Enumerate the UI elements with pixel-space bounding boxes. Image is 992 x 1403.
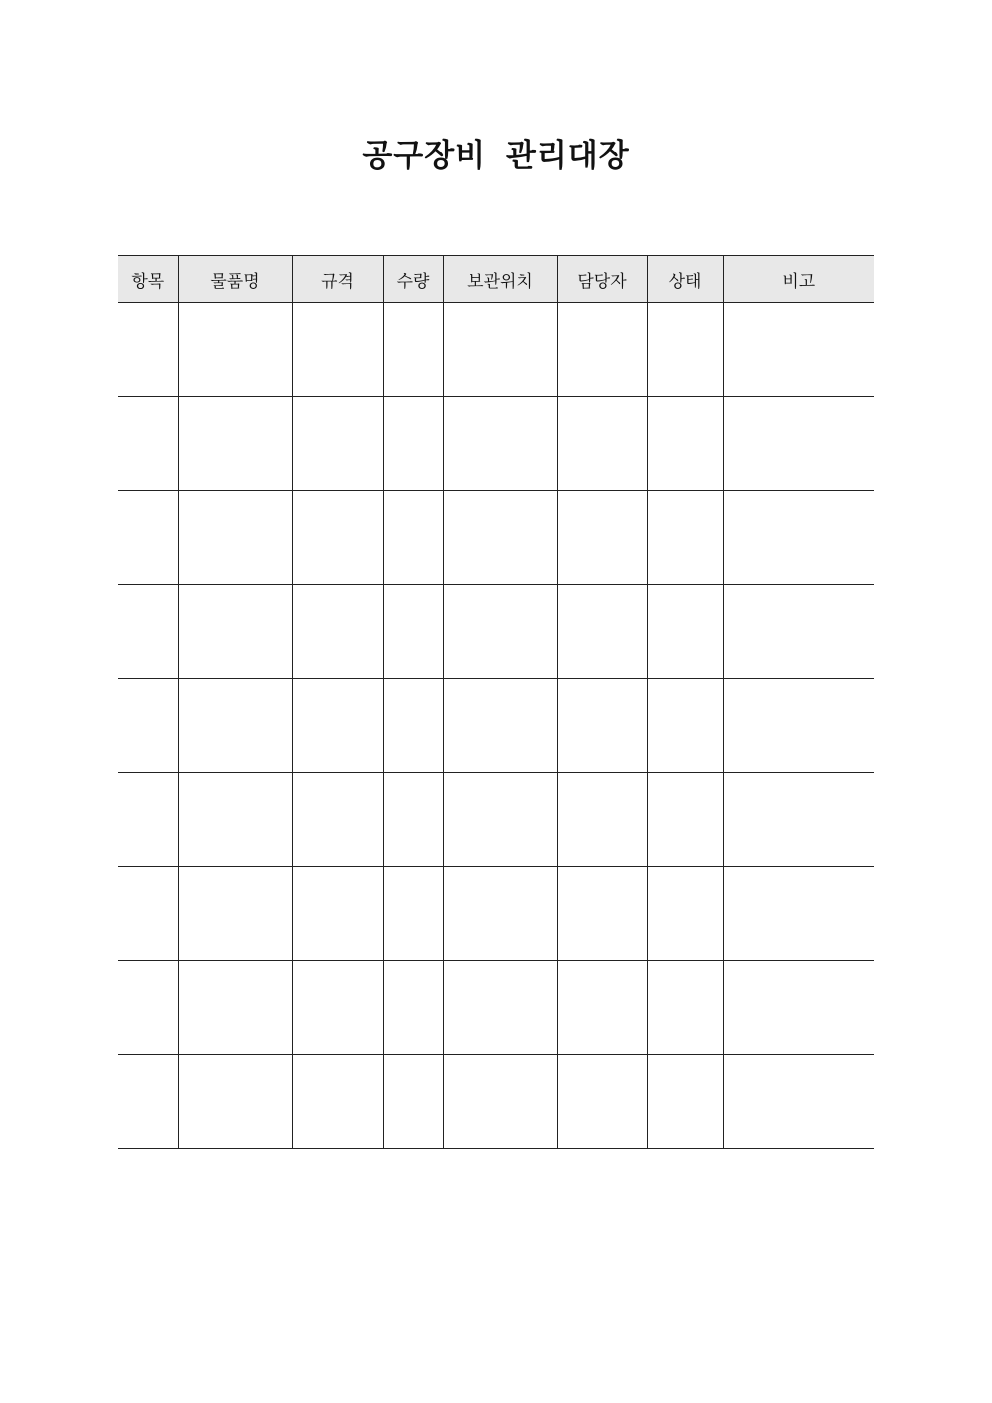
cell-manager[interactable] (557, 585, 647, 679)
cell-quantity[interactable] (383, 491, 443, 585)
cell-quantity[interactable] (383, 303, 443, 397)
cell-storage-location[interactable] (443, 397, 557, 491)
cell-quantity[interactable] (383, 1055, 443, 1149)
cell-status[interactable] (647, 1055, 723, 1149)
cell-spec[interactable] (292, 303, 383, 397)
table-row (118, 773, 874, 867)
cell-item[interactable] (118, 867, 178, 961)
cell-remarks[interactable] (723, 585, 874, 679)
column-header-item: 항목 (118, 256, 178, 303)
cell-item[interactable] (118, 679, 178, 773)
column-header-manager: 담당자 (557, 256, 647, 303)
cell-storage-location[interactable] (443, 961, 557, 1055)
cell-remarks[interactable] (723, 491, 874, 585)
cell-manager[interactable] (557, 961, 647, 1055)
cell-item-name[interactable] (178, 491, 292, 585)
cell-item[interactable] (118, 303, 178, 397)
cell-manager[interactable] (557, 1055, 647, 1149)
table-header-row (118, 256, 874, 303)
cell-quantity[interactable] (383, 867, 443, 961)
table-row (118, 303, 874, 397)
cell-remarks[interactable] (723, 1055, 874, 1149)
cell-storage-location[interactable] (443, 679, 557, 773)
cell-quantity[interactable] (383, 773, 443, 867)
cell-status[interactable] (647, 585, 723, 679)
cell-quantity[interactable] (383, 961, 443, 1055)
cell-item[interactable] (118, 773, 178, 867)
cell-remarks[interactable] (723, 773, 874, 867)
column-header-storage-location: 보관위치 (443, 256, 557, 303)
table-row (118, 867, 874, 961)
cell-manager[interactable] (557, 491, 647, 585)
cell-spec[interactable] (292, 397, 383, 491)
cell-status[interactable] (647, 773, 723, 867)
table-row (118, 585, 874, 679)
cell-item-name[interactable] (178, 773, 292, 867)
column-header-quantity: 수량 (383, 256, 443, 303)
table-row (118, 679, 874, 773)
cell-remarks[interactable] (723, 961, 874, 1055)
cell-item-name[interactable] (178, 961, 292, 1055)
equipment-ledger-table (118, 255, 874, 1149)
cell-manager[interactable] (557, 303, 647, 397)
cell-item[interactable] (118, 1055, 178, 1149)
cell-storage-location[interactable] (443, 491, 557, 585)
cell-manager[interactable] (557, 773, 647, 867)
table-body (118, 303, 874, 1149)
cell-remarks[interactable] (723, 867, 874, 961)
column-header-item-name: 물품명 (178, 256, 292, 303)
cell-manager[interactable] (557, 867, 647, 961)
column-header-spec: 규격 (292, 256, 383, 303)
cell-storage-location[interactable] (443, 773, 557, 867)
column-header-remarks: 비고 (723, 256, 874, 303)
cell-spec[interactable] (292, 773, 383, 867)
table-row (118, 397, 874, 491)
cell-spec[interactable] (292, 867, 383, 961)
cell-storage-location[interactable] (443, 585, 557, 679)
cell-item-name[interactable] (178, 397, 292, 491)
cell-storage-location[interactable] (443, 867, 557, 961)
cell-item[interactable] (118, 397, 178, 491)
cell-status[interactable] (647, 867, 723, 961)
cell-item-name[interactable] (178, 585, 292, 679)
cell-remarks[interactable] (723, 397, 874, 491)
cell-quantity[interactable] (383, 585, 443, 679)
table-row (118, 961, 874, 1055)
cell-quantity[interactable] (383, 679, 443, 773)
cell-storage-location[interactable] (443, 303, 557, 397)
cell-item[interactable] (118, 585, 178, 679)
cell-item-name[interactable] (178, 867, 292, 961)
cell-status[interactable] (647, 491, 723, 585)
cell-status[interactable] (647, 397, 723, 491)
cell-spec[interactable] (292, 961, 383, 1055)
cell-spec[interactable] (292, 491, 383, 585)
cell-spec[interactable] (292, 585, 383, 679)
cell-item-name[interactable] (178, 1055, 292, 1149)
cell-status[interactable] (647, 961, 723, 1055)
cell-item-name[interactable] (178, 679, 292, 773)
cell-item[interactable] (118, 491, 178, 585)
cell-manager[interactable] (557, 679, 647, 773)
cell-status[interactable] (647, 679, 723, 773)
cell-item-name[interactable] (178, 303, 292, 397)
cell-storage-location[interactable] (443, 1055, 557, 1149)
cell-spec[interactable] (292, 679, 383, 773)
cell-remarks[interactable] (723, 679, 874, 773)
table-row (118, 491, 874, 585)
table-row (118, 1055, 874, 1149)
cell-status[interactable] (647, 303, 723, 397)
page-title: 공구장비 관리대장 (362, 138, 630, 174)
column-header-status: 상태 (647, 256, 723, 303)
cell-quantity[interactable] (383, 397, 443, 491)
cell-item[interactable] (118, 961, 178, 1055)
cell-manager[interactable] (557, 397, 647, 491)
cell-remarks[interactable] (723, 303, 874, 397)
cell-spec[interactable] (292, 1055, 383, 1149)
